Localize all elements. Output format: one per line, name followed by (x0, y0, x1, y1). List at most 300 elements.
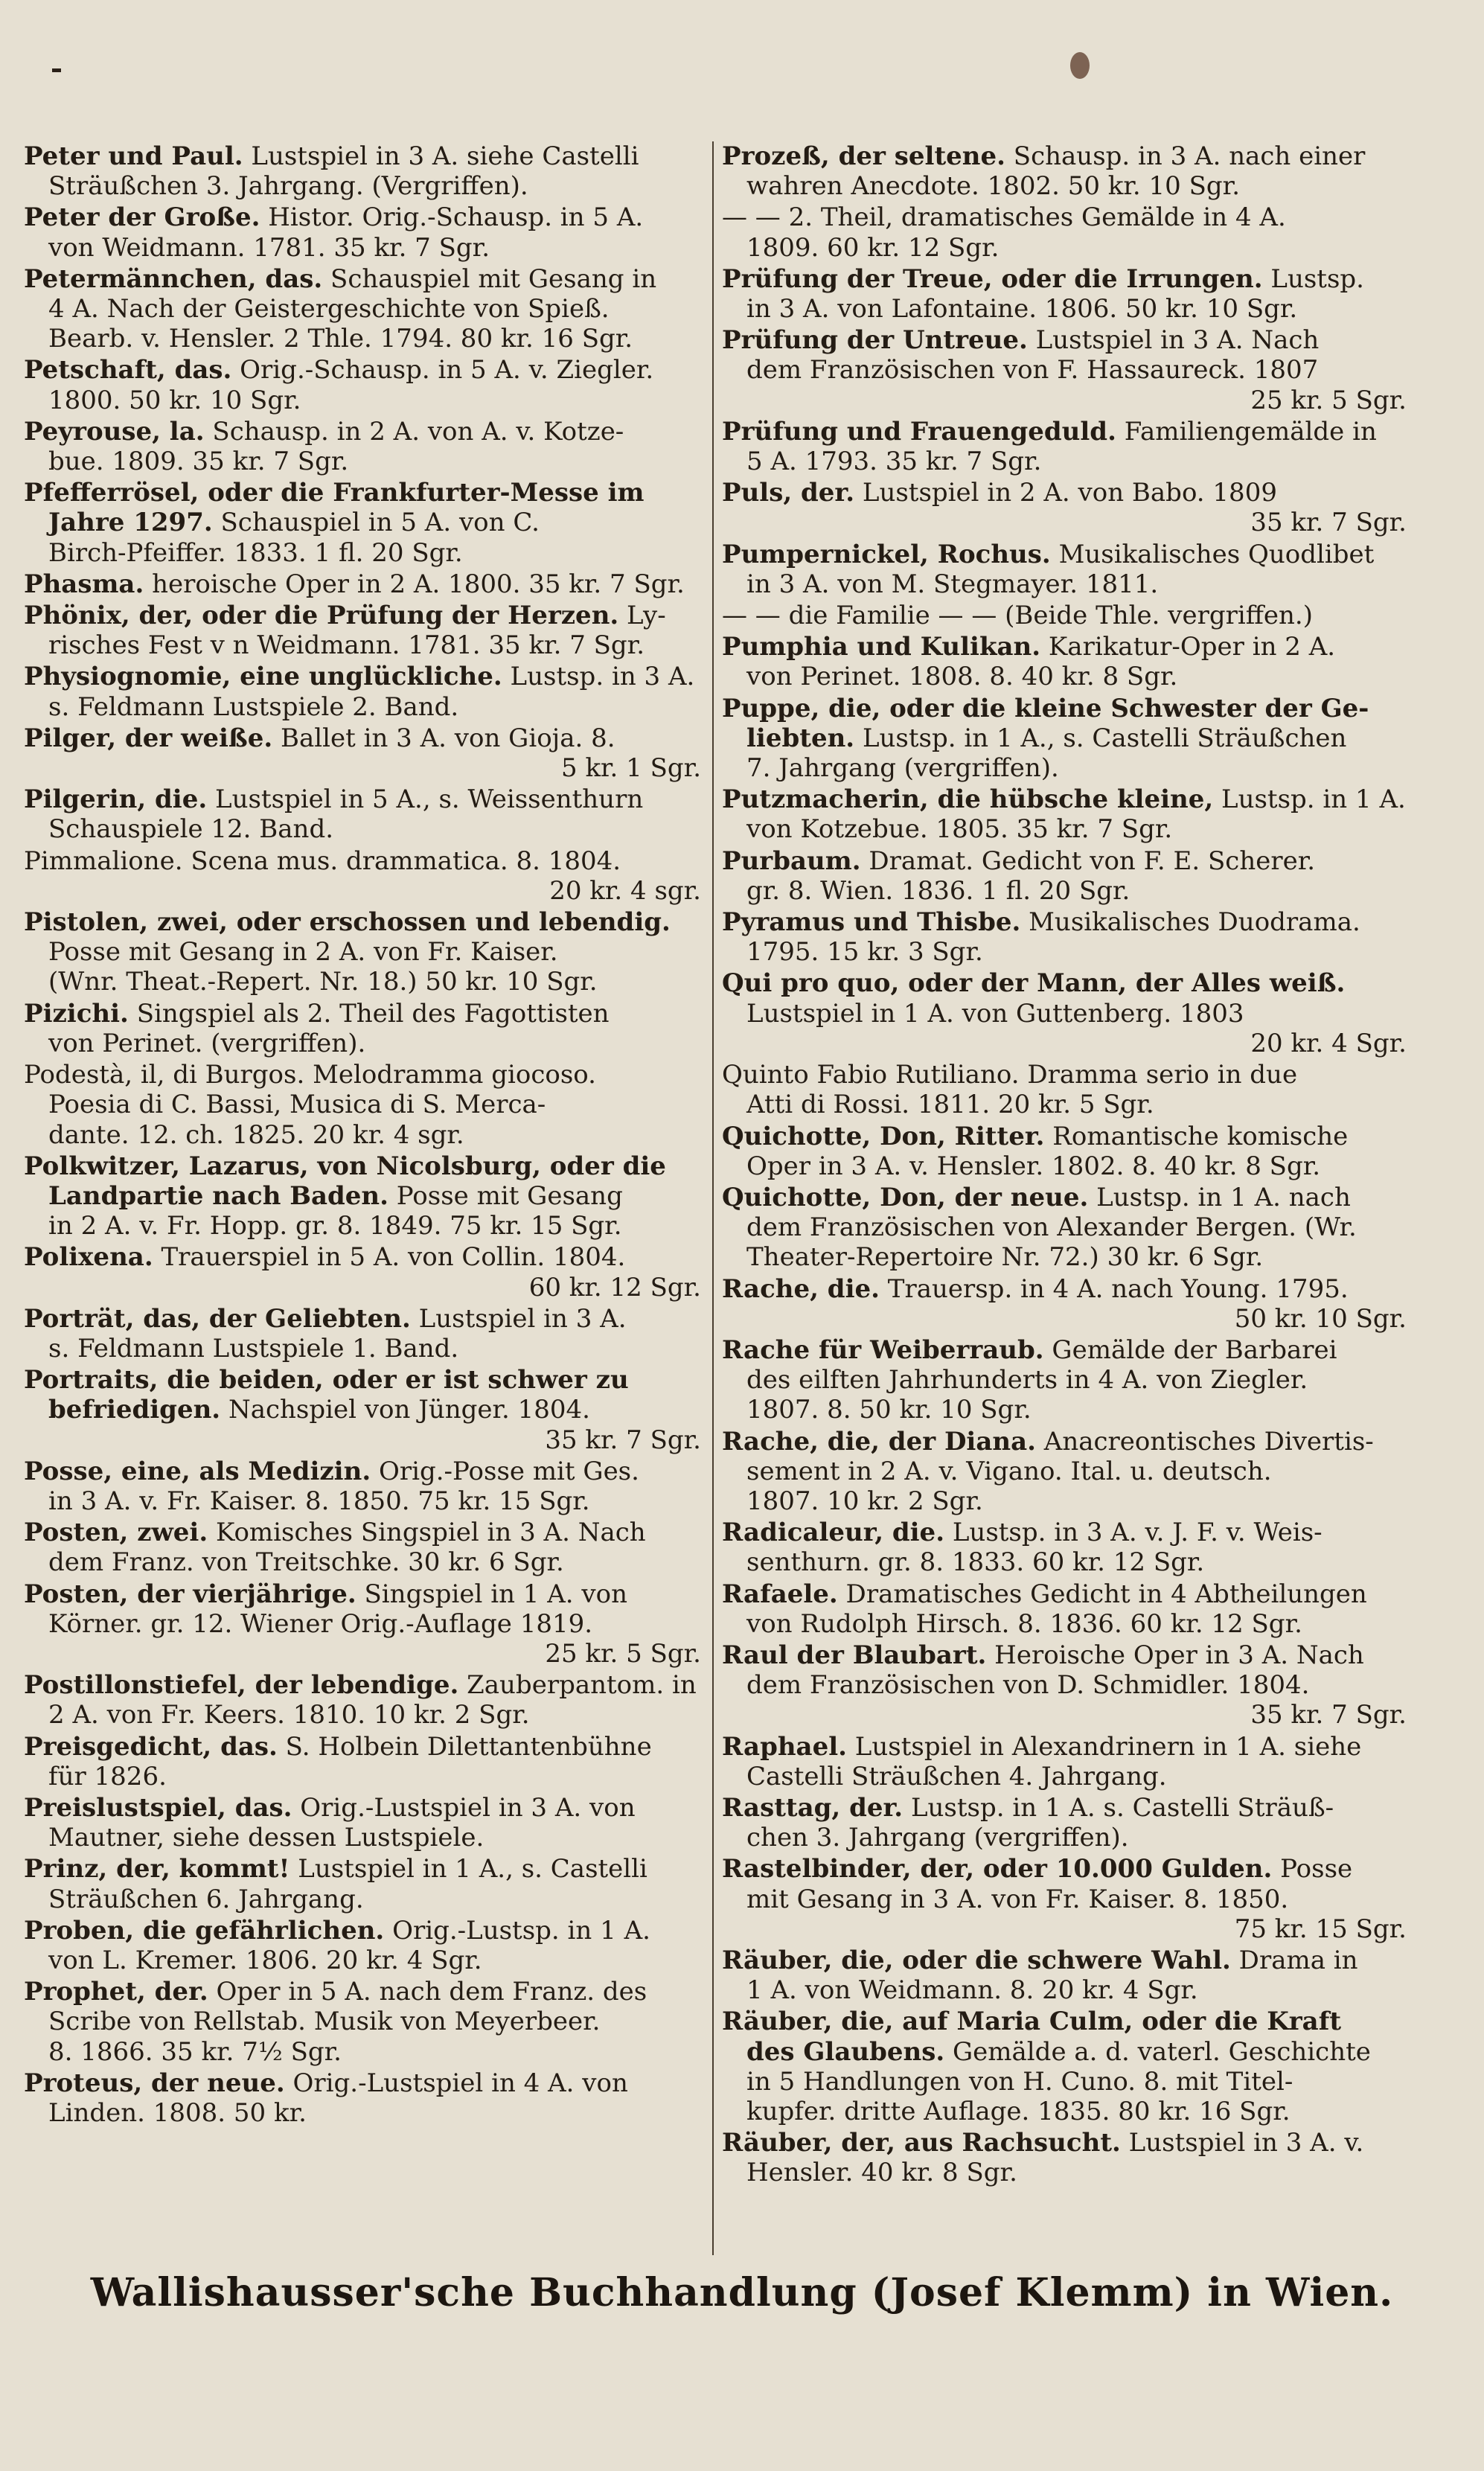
entry-detail-line: 20 kr. 4 Sgr. (1250, 1028, 1407, 1058)
entry-detail-line: wahren Anecdote. 1802. 50 kr. 10 Sgr. (746, 171, 1240, 202)
entry-description: Orig.-Lustsp. in 1 A. (384, 1915, 650, 1946)
entry-description: Ballet in 3 A. von Gioja. 8. (272, 723, 615, 753)
entry-title-line (24, 1670, 707, 1700)
publisher-footer: Wallishausser'sche Buchhandlung (Josef Klemm) in Wien. (90, 2270, 1394, 2315)
entry-title-line (722, 264, 1413, 294)
catalog-entry (24, 1670, 707, 1730)
catalog-entry (24, 264, 707, 354)
catalog-entry (24, 846, 707, 906)
entry-title-line (24, 202, 707, 232)
entry-detail-line: 75 kr. 15 Sgr. (1234, 1914, 1407, 1944)
entry-detail-line: Castelli Sträußchen 4. Jahrgang. (746, 1761, 1167, 1791)
catalog-entry (722, 1274, 1413, 1334)
entry-detail-line: risches Fest v n Weidmann. 1781. 35 kr. 7 Sgr. (48, 630, 645, 661)
entry-title: Peter der Große. (24, 202, 260, 233)
catalog-entry (24, 1793, 707, 1853)
entry-description: Gemälde a. d. vaterl. Geschichte (944, 2036, 1371, 2067)
entry-detail-line: 5 A. 1793. 35 kr. 7 Sgr. (746, 447, 1042, 477)
entry-title: Rache, die. (722, 1273, 880, 1304)
entry-title-line (24, 1854, 707, 1884)
catalog-entry (722, 601, 1413, 630)
entry-title: Prozeß, der seltene. (722, 141, 1005, 171)
entry-description: Ly- (618, 601, 666, 631)
catalog-entry (24, 1916, 707, 1975)
entry-title: Pizichi. (24, 998, 129, 1029)
entry-title: befriedigen. (48, 1395, 221, 1425)
entry-title-line (722, 907, 1413, 937)
entry-detail-line: von Rudolph Hirsch. 8. 1836. 60 kr. 12 Sgr. (746, 1608, 1302, 1639)
catalog-entry (722, 141, 1413, 201)
entry-title-line (722, 478, 1413, 508)
entry-title: Prophet, der. (24, 1977, 208, 2007)
entry-title: Petschaft, das. (24, 355, 232, 386)
entry-description: Lustsp. in 3 A. v. J. F. v. Weis- (944, 1518, 1323, 1548)
catalog-entry (722, 1518, 1413, 1577)
entry-title: Portraits, die beiden, oder er ist schwer zu (24, 1365, 629, 1396)
entry-title-line (24, 662, 707, 691)
catalog-entry (722, 846, 1413, 906)
entry-title: Porträt, das, der Geliebten. (24, 1303, 411, 1334)
catalog-entry (722, 1579, 1413, 1639)
entry-description: Karikatur-Oper in 2 A. (1040, 632, 1336, 662)
entry-detail-line: für 1826. (48, 1761, 167, 1791)
entry-title-line (24, 1242, 707, 1272)
right-column (722, 141, 1413, 2190)
entry-detail-line: in 3 A. v. Fr. Kaiser. 8. 1850. 75 kr. 15 Sgr. (48, 1486, 590, 1516)
entry-description: Nachspiel von Jünger. 1804. (220, 1395, 590, 1425)
entry-description: Lustsp. in 1 A. (1213, 784, 1406, 815)
entry-title: Rafaele. (722, 1579, 838, 1609)
entry-title: Räuber, der, aus Rachsucht. (722, 2128, 1121, 2158)
entry-description: Komisches Singspiel in 3 A. Nach (208, 1518, 646, 1548)
entry-title: Raphael. (722, 1731, 847, 1762)
entry-title: Puppe, die, oder die kleine Schwester der Ge- (722, 693, 1369, 723)
entry-description: S. Holbein Dilettantenbühne (277, 1731, 652, 1762)
entry-detail-line: s. Feldmann Lustspiele 1. Band. (48, 1333, 459, 1364)
entry-title: Pfefferrösel, oder die Frankfurter-Messe im (24, 478, 645, 508)
entry-detail-line: in 5 Handlungen von H. Cuno. 8. mit Titel- (746, 2066, 1293, 2097)
entry-detail-line: von L. Kremer. 1806. 20 kr. 4 Sgr. (48, 1945, 482, 1975)
entry-description: Trauerspiel in 5 A. von Collin. 1804. (153, 1242, 626, 1273)
catalog-entry (24, 1151, 707, 1241)
entry-title-line (24, 1916, 707, 1946)
entry-title-line (24, 1579, 707, 1609)
entry-description: Singspiel in 1 A. von (356, 1579, 627, 1609)
entry-title: Räuber, die, oder die schwere Wahl. (722, 1945, 1231, 1975)
entry-title: Prüfung und Frauengeduld. (722, 416, 1116, 447)
entry-detail-line: des eilften Jahrhunderts in 4 A. von Ziegler. (746, 1365, 1308, 1396)
entry-title-line (722, 694, 1413, 723)
entry-detail-line: in 2 A. v. Fr. Hopp. gr. 8. 1849. 75 kr. 15 Sgr. (48, 1211, 622, 1241)
catalog-entry (24, 907, 707, 997)
entry-detail-line: von Perinet. (vergriffen). (48, 1028, 366, 1058)
catalog-entry (24, 1579, 707, 1669)
entry-title-line (24, 999, 707, 1029)
entry-detail-line: 1795. 15 kr. 3 Sgr. (746, 937, 983, 968)
entry-detail-line: 60 kr. 12 Sgr. (528, 1272, 701, 1302)
left-column (24, 141, 707, 2129)
catalog-entry (722, 2128, 1413, 2187)
entry-title-line (24, 723, 707, 753)
catalog-entry (722, 632, 1413, 691)
catalog-entry (722, 264, 1413, 324)
catalog-entry (24, 478, 707, 568)
entry-title-line (24, 1793, 707, 1823)
catalog-entry (722, 417, 1413, 476)
entry-title-line (722, 141, 1413, 171)
entry-title-line (24, 264, 707, 294)
entry-title-line (722, 540, 1413, 569)
entry-detail-line: 1809. 60 kr. 12 Sgr. (746, 232, 1000, 263)
entry-description: Schausp. in 3 A. nach einer (1005, 141, 1366, 171)
catalog-entry (722, 1122, 1413, 1181)
entry-description: Orig.-Schausp. in 5 A. v. Ziegler. (231, 355, 654, 386)
entry-title: Rache für Weiberraub. (722, 1334, 1044, 1365)
catalog-entry (722, 1427, 1413, 1517)
entry-detail-line: Theater-Repertoire Nr. 72.) 30 kr. 6 Sgr. (746, 1242, 1264, 1273)
entry-description: Drama in (1230, 1945, 1358, 1975)
catalog-entry (24, 723, 707, 783)
catalog-entry (722, 968, 1413, 1058)
entry-detail-line: 35 kr. 7 Sgr. (545, 1425, 701, 1455)
catalog-entry (722, 1183, 1413, 1273)
catalog-entry (24, 1304, 707, 1364)
catalog-entry (24, 1365, 707, 1455)
entry-detail-line: von Kotzebue. 1805. 35 kr. 7 Sgr. (746, 814, 1173, 845)
entry-title-line (24, 417, 707, 447)
entry-title-line (24, 355, 707, 385)
catalog-entry (24, 784, 707, 844)
entry-detail-line: chen 3. Jahrgang (vergriffen). (746, 1823, 1129, 1853)
entry-title-line (722, 1427, 1413, 1457)
entry-detail-line: 4 A. Nach der Geistergeschichte von Spieß. (48, 294, 610, 325)
entry-title-line: — — 2. Theil, dramatisches Gemälde in 4 A. (722, 202, 1286, 233)
entry-description: Schauspiel in 5 A. von C. (212, 508, 540, 538)
entry-title-line (24, 601, 707, 630)
entry-title-line (722, 2007, 1413, 2036)
entry-detail-line (722, 723, 1413, 753)
entry-title: Prüfung der Untreue. (722, 325, 1028, 356)
entry-title: Proben, die gefährlichen. (24, 1915, 385, 1946)
entry-title: Peter und Paul. (24, 141, 243, 171)
entry-title-line (24, 1732, 707, 1762)
entry-title-line (722, 1183, 1413, 1212)
entry-detail-line: von Weidmann. 1781. 35 kr. 7 Sgr. (48, 232, 490, 263)
entry-description: Gemälde der Barbarei (1043, 1334, 1337, 1365)
entry-title: Proteus, der neue. (24, 2068, 285, 2098)
entry-title: Rache, die, der Diana. (722, 1426, 1036, 1457)
catalog-entry (722, 1732, 1413, 1791)
entry-detail-line: 35 kr. 7 Sgr. (1250, 508, 1407, 538)
entry-detail-line: Linden. 1808. 50 kr. (48, 2098, 307, 2128)
entry-description: Orig.-Posse mit Ges. (371, 1456, 639, 1486)
entry-title: des Glaubens. (746, 2036, 945, 2067)
catalog-entry (24, 569, 707, 599)
entry-detail-line: 7. Jahrgang (vergriffen). (746, 753, 1059, 784)
entry-description: Musikalisches Quodlibet (1050, 539, 1375, 569)
entry-description: Orig.-Lustspiel in 3 A. von (292, 1792, 636, 1823)
entry-description: Lustsp. in 1 A., s. Castelli Sträußchen (854, 723, 1347, 753)
entry-title-line: Podestà, il, di Burgos. Melodramma giocoso. (24, 1060, 596, 1090)
entry-title-line (722, 1854, 1413, 1884)
catalog-entry (24, 1060, 707, 1150)
entry-title-line (722, 784, 1413, 814)
entry-title-line (722, 2128, 1413, 2158)
entry-detail-line: dem Franz. von Treitschke. 30 kr. 6 Sgr. (48, 1547, 564, 1578)
entry-detail-line: 1807. 10 kr. 2 Sgr. (746, 1486, 983, 1516)
catalog-entry (722, 1640, 1413, 1730)
entry-detail-line: 20 kr. 4 sgr. (549, 875, 701, 906)
entry-description: Lustspiel in 3 A. siehe Castelli (243, 141, 639, 171)
entry-title-line (24, 1457, 707, 1486)
entry-title: Phönix, der, oder die Prüfung der Herzen. (24, 601, 619, 631)
entry-detail-line: Körner. gr. 12. Wiener Orig.-Auflage 1819. (48, 1608, 593, 1639)
entry-description: Orig.-Lustspiel in 4 A. von (284, 2068, 628, 2098)
entry-title-line (722, 1274, 1413, 1304)
entry-detail-line: bue. 1809. 35 kr. 7 Sgr. (48, 447, 349, 477)
catalog-entry (722, 1060, 1413, 1119)
entry-detail-line: von Perinet. 1808. 8. 40 kr. 8 Sgr. (746, 662, 1178, 692)
catalog-entry (24, 1977, 707, 2067)
entry-title: Putzmacherin, die hübsche kleine, (722, 784, 1214, 815)
entry-title: Quichotte, Don, Ritter. (722, 1121, 1045, 1151)
entry-detail-line: Scribe von Rellstab. Musik von Meyerbeer. (48, 2007, 601, 2037)
entry-title-line (24, 907, 707, 937)
entry-detail-line: Atti di Rossi. 1811. 20 kr. 5 Sgr. (746, 1090, 1154, 1120)
entry-detail-line: s. Feldmann Lustspiele 2. Band. (48, 691, 459, 722)
entry-detail-line: 2 A. von Fr. Keers. 1810. 10 kr. 2 Sgr. (48, 1700, 530, 1730)
entry-title-line (24, 1151, 707, 1181)
entry-description: Lustspiel in 3 A. v. (1120, 2128, 1364, 2158)
catalog-entry (722, 202, 1413, 262)
entry-title: Postillonstiefel, der lebendige. (24, 1670, 459, 1701)
entry-detail-line (24, 508, 707, 537)
entry-description: Oper in 5 A. nach dem Franz. des (208, 1977, 647, 2007)
entry-detail-line: 50 kr. 10 Sgr. (1234, 1303, 1407, 1334)
catalog-entry (722, 2007, 1413, 2126)
entry-title-line (722, 632, 1413, 662)
entry-description: Anacreontisches Divertis- (1035, 1426, 1374, 1457)
entry-detail-line: dem Französischen von Alexander Bergen. (Wr. (746, 1212, 1357, 1243)
entry-detail-line: Lustspiel in 1 A. von Guttenberg. 1803 (746, 998, 1244, 1029)
entry-description: Lustspiel in 2 A. von Babo. 1809 (854, 478, 1277, 508)
entry-title-line (24, 1304, 707, 1334)
entry-title: Raul der Blaubart. (722, 1640, 987, 1670)
catalog-entry (24, 1518, 707, 1577)
entry-title: Puls, der. (722, 478, 855, 508)
entry-detail-line: Poesia di C. Bassi, Musica di S. Merca- (48, 1090, 546, 1120)
entry-title: Pilger, der weiße. (24, 723, 273, 753)
entry-description: Lustspiel in 3 A. (410, 1303, 627, 1334)
entry-detail-line: dante. 12. ch. 1825. 20 kr. 4 sgr. (48, 1119, 464, 1150)
entry-title: Räuber, die, auf Maria Culm, oder die Kraft (722, 2007, 1342, 2037)
entry-title: Phasma. (24, 569, 144, 599)
entry-description: Romantische komische (1044, 1121, 1349, 1151)
entry-title: Purbaum. (722, 845, 861, 876)
catalog-entry (24, 662, 707, 721)
entry-detail-line: 5 kr. 1 Sgr. (561, 753, 701, 784)
entry-detail-line: Sträußchen 6. Jahrgang. (48, 1884, 364, 1914)
entry-title-line (722, 1579, 1413, 1609)
entry-title: Qui pro quo, oder der Mann, der Alles weiß. (722, 968, 1346, 999)
entry-detail-line: Mautner, siehe dessen Lustspiele. (48, 1823, 484, 1853)
catalog-entry (722, 540, 1413, 599)
entry-detail-line: Bearb. v. Hensler. 2 Thle. 1794. 80 kr. 16 Sgr. (48, 324, 633, 354)
entry-title: Rastelbinder, der, oder 10.000 Gulden. (722, 1854, 1273, 1885)
entry-title-line (722, 1793, 1413, 1823)
entry-title: Polkwitzer, Lazarus, von Nicolsburg, oder die (24, 1151, 666, 1181)
entry-title-line (24, 1518, 707, 1547)
entry-title: Rasttag, der. (722, 1792, 903, 1823)
entry-description: Lustsp. (1262, 263, 1364, 294)
entry-detail-line (722, 2037, 1413, 2067)
entry-detail-line: in 3 A. von M. Stegmayer. 1811. (746, 569, 1159, 599)
entry-description: Zauberpantom. in (458, 1670, 697, 1701)
entry-description: Lustsp. in 3 A. (502, 662, 695, 692)
entry-title-line: Pimmalione. Scena mus. drammatica. 8. 1804. (24, 845, 621, 876)
entry-title: Physiognomie, eine unglückliche. (24, 662, 502, 692)
entry-description: heroische Oper in 2 A. 1800. 35 kr. 7 Sgr. (144, 569, 685, 599)
entry-detail-line: sement in 2 A. v. Vigano. Ital. u. deutsch. (746, 1456, 1272, 1486)
entry-title: Landpartie nach Baden. (48, 1180, 388, 1211)
entry-title: Prinz, der, kommt! (24, 1854, 290, 1885)
catalog-entry (24, 1732, 707, 1791)
entry-title-line (24, 2068, 707, 2098)
catalog-entry (722, 1946, 1413, 2005)
entry-title-line (24, 1977, 707, 2007)
catalog-entry (722, 694, 1413, 784)
entry-detail-line: 1 A. von Weidmann. 8. 20 kr. 4 Sgr. (746, 1975, 1198, 2006)
entry-detail-line: Oper in 3 A. v. Hensler. 1802. 8. 40 kr. 8 Sgr. (746, 1151, 1321, 1181)
entry-title-line (722, 846, 1413, 876)
entry-title: Pilgerin, die. (24, 784, 208, 815)
entry-title: Pistolen, zwei, oder erschossen und lebendig. (24, 907, 671, 938)
entry-detail-line: 1807. 8. 50 kr. 10 Sgr. (746, 1395, 1032, 1425)
entry-title: Polixena. (24, 1242, 153, 1273)
catalog-entry (24, 141, 707, 201)
entry-detail-line (24, 1181, 707, 1211)
entry-description: Lustspiel in Alexandrinern in 1 A. siehe (846, 1731, 1362, 1762)
entry-title-line (24, 569, 707, 599)
entry-detail-line: kupfer. dritte Auflage. 1835. 80 kr. 16 Sgr. (746, 2097, 1290, 2126)
catalog-entry (722, 907, 1413, 967)
entry-title-line (722, 1122, 1413, 1151)
entry-description: Posse mit Gesang (388, 1180, 623, 1211)
entry-description: Posse (1272, 1854, 1353, 1885)
entry-detail-line: (Wnr. Theat.-Repert. Nr. 18.) 50 kr. 10 Sgr. (48, 967, 598, 997)
entry-title: Preisgedicht, das. (24, 1731, 278, 1762)
column-divider (712, 141, 714, 2255)
entry-detail-line: Hensler. 40 kr. 8 Sgr. (746, 2158, 1017, 2188)
entry-title: Radicaleur, die. (722, 1518, 945, 1548)
catalog-entry (24, 1457, 707, 1516)
entry-title: Pumphia und Kulikan. (722, 632, 1041, 662)
entry-detail-line: 35 kr. 7 Sgr. (1250, 1700, 1407, 1730)
entry-title-line (722, 325, 1413, 355)
catalog-entry (24, 2068, 707, 2128)
entry-description: Familiengemälde in (1116, 416, 1377, 447)
catalog-entry (722, 1793, 1413, 1853)
entry-description: Lustspiel in 1 A., s. Castelli (290, 1854, 647, 1885)
entry-description: Lustsp. in 1 A. nach (1088, 1182, 1351, 1212)
entry-description: Lustspiel in 5 A., s. Weissenthurn (207, 784, 644, 815)
entry-detail-line: in 3 A. von Lafontaine. 1806. 50 kr. 10 Sgr. (746, 294, 1298, 325)
entry-detail-line: dem Französischen von F. Hassaureck. 1807 (746, 355, 1319, 386)
entry-title: liebten. (746, 723, 855, 753)
print-mark (52, 68, 61, 72)
entry-description: Lustspiel in 3 A. Nach (1027, 325, 1320, 356)
entry-title: Posten, zwei. (24, 1518, 208, 1548)
catalog-entry (24, 601, 707, 660)
entry-detail-line: gr. 8. Wien. 1836. 1 fl. 20 Sgr. (746, 875, 1130, 906)
entry-detail-line: Posse mit Gesang in 2 A. von Fr. Kaiser. (48, 937, 558, 968)
catalog-entry (24, 1242, 707, 1302)
entry-detail-line: senthurn. gr. 8. 1833. 60 kr. 12 Sgr. (746, 1547, 1205, 1578)
ink-blot (1070, 52, 1090, 79)
catalog-entry (722, 325, 1413, 415)
entry-title-line (722, 1946, 1413, 1975)
entry-title-line (24, 784, 707, 814)
catalog-entry (722, 1335, 1413, 1425)
entry-detail-line: mit Gesang in 3 A. von Fr. Kaiser. 8. 1850. (746, 1884, 1289, 1914)
entry-description: Lustsp. in 1 A. s. Castelli Sträuß- (903, 1792, 1334, 1823)
entry-title: Jahre 1297. (48, 508, 213, 538)
entry-detail-line: dem Französischen von D. Schmidler. 1804. (746, 1670, 1310, 1701)
entry-title-line (24, 478, 707, 508)
entry-title-line (722, 1335, 1413, 1365)
entry-title-line: — — die Familie — — (Beide Thle. vergriffen.) (722, 601, 1313, 631)
entry-description: Dramat. Gedicht von F. E. Scherer. (860, 845, 1316, 876)
entry-title: Posten, der vierjährige. (24, 1579, 356, 1609)
entry-detail-line: 8. 1866. 35 kr. 7½ Sgr. (48, 2036, 342, 2067)
entry-detail-line: 25 kr. 5 Sgr. (1250, 385, 1407, 415)
entry-title: Quichotte, Don, der neue. (722, 1182, 1089, 1212)
entry-title: Pyramus und Thisbe. (722, 907, 1021, 938)
entry-title: Pumpernickel, Rochus. (722, 539, 1051, 569)
entry-title-line (722, 417, 1413, 447)
catalog-entry (24, 202, 707, 262)
catalog-entry (24, 417, 707, 476)
entry-title-line (24, 141, 707, 171)
catalog-entry (24, 355, 707, 415)
entry-detail-line (24, 1395, 707, 1425)
entry-detail-line: Schauspiele 12. Band. (48, 814, 334, 845)
catalog-entry (722, 478, 1413, 537)
entry-title-line: Quinto Fabio Rutiliano. Dramma serio in due (722, 1060, 1298, 1090)
entry-description: Heroische Oper in 3 A. Nach (986, 1640, 1364, 1670)
entry-description: Schauspiel mit Gesang in (322, 263, 657, 294)
entry-description: Histor. Orig.-Schausp. in 5 A. (260, 202, 644, 233)
entry-title: Posse, eine, als Medizin. (24, 1456, 371, 1486)
entry-title-line (24, 1365, 707, 1395)
entry-description: Trauersp. in 4 A. nach Young. 1795. (879, 1273, 1349, 1304)
entry-title: Prüfung der Treue, oder die Irrungen. (722, 263, 1263, 294)
catalog-entry (24, 999, 707, 1058)
entry-title-line (722, 1518, 1413, 1547)
entry-title-line (722, 1732, 1413, 1762)
entry-title: Petermännchen, das. (24, 263, 323, 294)
entry-description: Singspiel als 2. Theil des Fagottisten (128, 998, 610, 1029)
catalog-entry (24, 1854, 707, 1914)
catalog-entry (722, 1854, 1413, 1944)
entry-detail-line: 1800. 50 kr. 10 Sgr. (48, 385, 301, 415)
entry-detail-line: Birch-Pfeiffer. 1833. 1 fl. 20 Sgr. (48, 537, 463, 568)
entry-detail-line: Sträußchen 3. Jahrgang. (Vergriffen). (48, 171, 528, 202)
entry-description: Musikalisches Duodrama. (1020, 907, 1360, 938)
entry-title: Preislustspiel, das. (24, 1792, 292, 1823)
entry-title-line (722, 968, 1413, 998)
entry-description: Dramatisches Gedicht in 4 Abtheilungen (837, 1579, 1367, 1609)
